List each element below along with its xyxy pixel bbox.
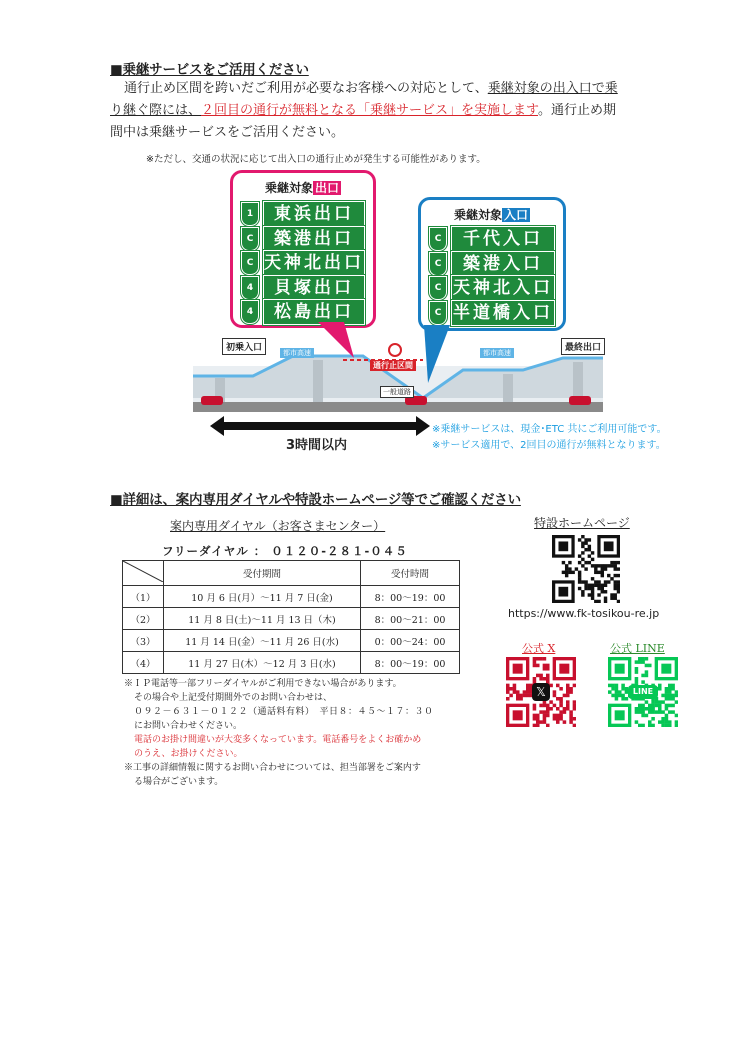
route-shield-icon: C (429, 252, 447, 276)
official-x-label: 公式 X (522, 642, 556, 655)
center-title: 案内専用ダイヤル（お客さまセンター） (170, 519, 386, 533)
route-shield-icon: 4 (241, 300, 259, 324)
sign-row (233, 250, 373, 276)
sign-row (421, 251, 563, 277)
table-row (123, 652, 460, 674)
sign-row (233, 201, 373, 227)
exit-box-label (233, 179, 373, 196)
car-icon (201, 396, 223, 405)
exit-label-b: 出口 (315, 181, 340, 195)
expressway-diagram (193, 320, 603, 430)
notes-block (124, 677, 434, 789)
expressway-label-right: 都市高速 (480, 348, 514, 358)
closed-section-label: 通行止区間 (370, 360, 416, 371)
general-road-label: 一般道路 (380, 386, 414, 398)
section1-note: ※ただし、交通の状況に応じて出入口の通行止めが発生する可能性があります。 (146, 154, 486, 165)
note-line: その場合や上記受付期間外でのお問い合わせは、 (134, 693, 333, 703)
sign-plate: 半道橋入口 (451, 300, 555, 326)
row-time: 8：00～19：00 (361, 652, 460, 674)
row-no: （3） (123, 630, 164, 652)
diagonal-line (123, 561, 163, 582)
entrance-label-b: 入口 (504, 208, 529, 222)
route-shield-icon: 1 (241, 202, 259, 226)
section1-heading: ■乗継サービスをご活用ください (110, 62, 309, 78)
special-site-qr[interactable] (552, 535, 620, 603)
para-line3: 間中は乗継サービスをご活用ください。 (110, 125, 345, 140)
reception-table (122, 560, 460, 674)
para-line2-c: 。通行止め期 (537, 103, 616, 118)
diagram-note-1: ※乗継サービスは、現金･ETC 共にご利用可能です。 (432, 424, 667, 435)
note-line: にお問い合わせください。 (134, 721, 243, 731)
warning-line: のうえ、お掛けください。 (134, 749, 243, 759)
exit-pointer (318, 322, 358, 362)
table-row (123, 586, 460, 608)
para-line1-b: 乗継対象の出入口で乗 (487, 81, 618, 96)
route-shield-icon: C (241, 251, 259, 275)
special-site-title: 特設ホームページ (534, 516, 630, 530)
section1-paragraph (110, 78, 670, 144)
row-no: （4） (123, 652, 164, 674)
row-time: 0：00～24：00 (361, 630, 460, 652)
section2-heading: ■詳細は、案内専用ダイヤルや特設ホームページ等でご確認ください (110, 492, 521, 508)
table-row (123, 608, 460, 630)
row-time: 8：00～19：00 (361, 586, 460, 608)
sign-plate: 松島出口 (263, 299, 365, 325)
row-no: （1） (123, 586, 164, 608)
warning-line: 電話のお掛け間違いが大変多くなっています。電話番号をよくお確かめ (134, 735, 422, 745)
last-exit-label: 最終出口 (561, 338, 605, 355)
sign-plate: 天神北入口 (451, 275, 555, 301)
row-period: 11 月 14 日(金）～11 月 26 日(水) (164, 630, 361, 652)
no-entry-icon (389, 344, 401, 356)
official-x-qr[interactable] (506, 657, 576, 727)
table-corner-cell (123, 561, 164, 586)
sign-row (421, 226, 563, 252)
expressway-label-left: 都市高速 (280, 348, 314, 358)
special-site-url[interactable]: https://www.fk-tosikou-re.jp (508, 607, 660, 620)
row-period: 11 月 27 日(木）～12 月 3 日(水) (164, 652, 361, 674)
official-line-label: 公式 LINE (610, 642, 665, 655)
sign-row (233, 226, 373, 252)
duration-arrow (210, 416, 430, 436)
table-header-row (123, 561, 460, 586)
note-line: ０９２－６３１－０１２２（通話料有料） 平日８：４５～１７：３０ (134, 707, 434, 717)
route-shield-icon: C (241, 227, 259, 251)
para-line2-b: ２回目の通行が無料となる「乗継サービス」を実施します (201, 103, 538, 118)
row-time: 8：00～21：00 (361, 608, 460, 630)
duration-label: 3時間以内 (286, 438, 348, 453)
entrance-pointer (420, 325, 460, 385)
note-line: ※工事の詳細情報に関するお問い合わせについては、担当部署をご案内す (124, 763, 421, 773)
car-icon (569, 396, 591, 405)
route-shield-icon: C (429, 301, 447, 325)
sign-plate: 千代入口 (451, 226, 555, 252)
exit-box (230, 170, 376, 328)
table-header-time: 受付時間 (361, 561, 460, 586)
sign-plate: 東浜出口 (263, 201, 365, 227)
route-shield-icon: 4 (241, 276, 259, 300)
row-period: 11 月 8 日(土)～11 月 13 日（木) (164, 608, 361, 630)
sign-plate: 築港入口 (451, 251, 555, 277)
row-period: 10 月 6 日(月）～11 月 7 日(金) (164, 586, 361, 608)
row-no: （2） (123, 608, 164, 630)
free-dial: フリーダイヤル ： ０１２０-２８１-０４５ (162, 544, 408, 558)
sign-row (233, 275, 373, 301)
x-logo-icon: 𝕏 (532, 683, 550, 701)
note-line: ※ＩＰ電話等一部フリーダイヤルがご利用できない場合があります。 (124, 679, 402, 689)
entrance-box (418, 197, 566, 331)
diagram-note-2: ※サービス適用で、2回目の通行が無料となります。 (432, 440, 666, 451)
table-row (123, 630, 460, 652)
sign-row (421, 300, 563, 326)
sign-row (421, 275, 563, 301)
route-shield-icon: C (429, 276, 447, 300)
table-header-period: 受付期間 (164, 561, 361, 586)
exit-label-a: 乗継対象 (264, 181, 313, 195)
note-line: る場合がございます。 (134, 777, 224, 787)
sign-plate: 貝塚出口 (263, 275, 365, 301)
para-line1-a: 通行止め区間を跨いだご利用が必要なお客様への対応として、 (124, 81, 488, 96)
para-line2-a: り継ぐ際には、 (110, 103, 202, 118)
line-logo-icon: LINE (628, 685, 658, 699)
entrance-box-label (421, 206, 563, 223)
first-entry-label: 初乗入口 (222, 338, 266, 355)
official-line-qr[interactable] (608, 657, 678, 727)
entrance-label-a: 乗継対象 (453, 208, 502, 222)
sign-plate: 築港出口 (263, 226, 365, 252)
route-shield-icon: C (429, 227, 447, 251)
sign-plate: 天神北出口 (263, 250, 365, 276)
